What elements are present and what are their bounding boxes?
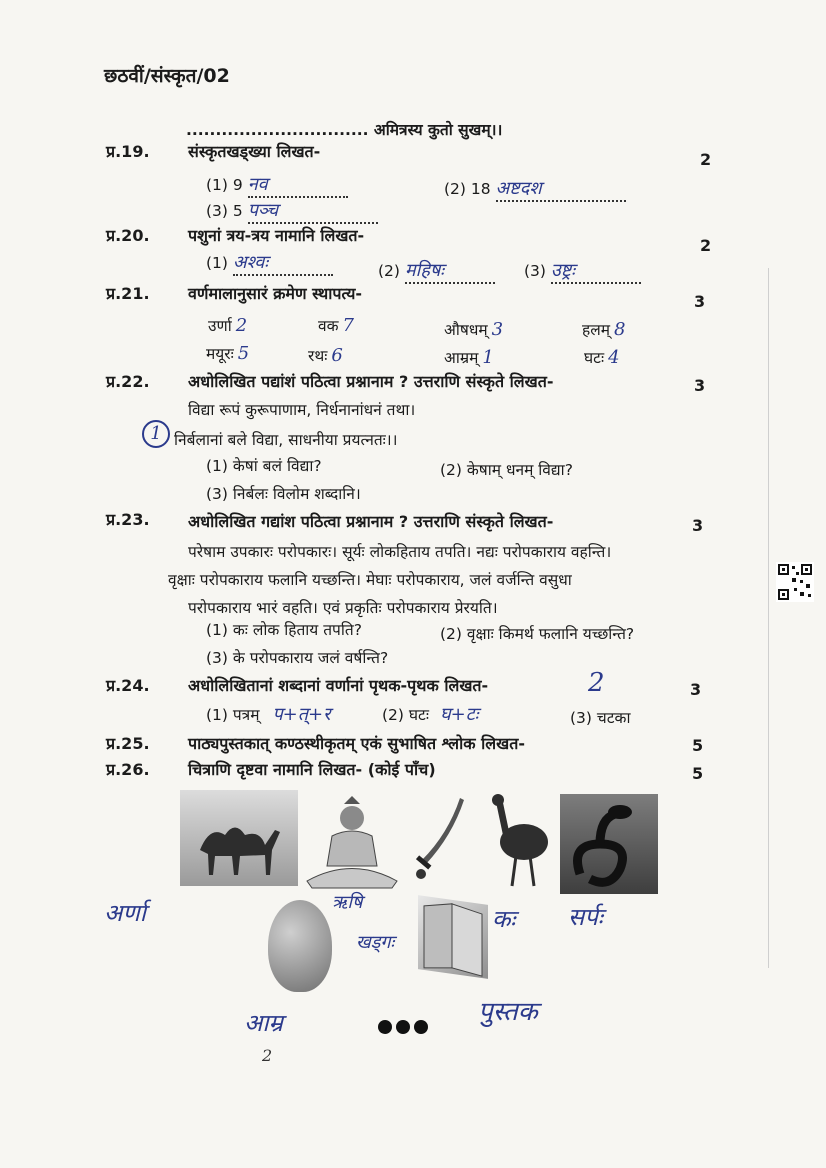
label-sage: ऋषि [332, 892, 363, 913]
q21-word-2-order: 7 [342, 315, 354, 336]
q24-item-1-answer: प+त्+र [272, 704, 331, 725]
sword-image [412, 796, 472, 886]
q19-item-1-blank [248, 172, 348, 198]
q20-text: पशुनां त्रय-त्रय नामानि लिखत- [188, 226, 365, 245]
qr-code-icon [776, 562, 814, 602]
q19-item-1-label: (1) 9 [206, 176, 243, 194]
q24-item-3: (3) चटका [570, 709, 631, 727]
q22-circle-mark: 1 [142, 420, 170, 448]
q21-word-1-text: उर्णा [208, 317, 232, 335]
q23-passage-1: परेषाम उपकारः परोपकारः। सूर्यः लोकहिताय तपति। नद्यः परोपकाराय वहन्ति। [188, 543, 612, 561]
q23-subq-1: (1) कः लोक हिताय तपति? [206, 621, 362, 639]
q21-word-3-text: औषधम् [444, 321, 488, 339]
q19-item-2-label: (2) 18 [444, 180, 491, 198]
book-icon [418, 895, 488, 979]
camel-icon [180, 790, 298, 886]
q20-number: प्र.20. [106, 226, 150, 245]
q22-verse-1: विद्या रूपं कुरूपाणाम, निर्धनानांधनं तथा। [188, 401, 416, 419]
q20-item-1 [206, 250, 333, 276]
q21-word-1-order: 2 [235, 315, 248, 336]
sage-image [302, 796, 402, 890]
q20-item-2 [378, 258, 495, 284]
q21-marks: 3 [694, 292, 706, 311]
q21-word-6 [308, 344, 343, 366]
q20-item-3-answer: उष्ट्रः [550, 260, 575, 281]
q21-number: प्र.21. [106, 284, 150, 303]
q21-word-3 [444, 318, 503, 340]
q20-item-3-label: (3) [524, 262, 546, 280]
q21-word-4-text: हलम् [582, 321, 611, 339]
q20-item-3 [524, 258, 641, 284]
q19-item-2-answer: अष्टदश [495, 178, 542, 199]
q23-passage-3: परोपकाराय भारं वहति। एवं प्रकृतिः परोपकाराय प्रेरयति। [188, 599, 498, 617]
q20-marks: 2 [700, 236, 712, 255]
q24-marks: 3 [690, 680, 702, 699]
q21-word-8-text: घटः [584, 349, 605, 367]
q21-word-7-text: आम्रम् [444, 349, 479, 367]
q21-word-3-order: 3 [491, 319, 504, 340]
intro-line: ............................... अमित्रस्य कुतो सुखम्।। [186, 121, 503, 139]
q21-word-1 [208, 314, 247, 336]
q21-word-5-order: 5 [237, 343, 250, 364]
q22-subq-3: (3) निर्बलः विलोम शब्दानि। [206, 485, 361, 503]
snake-image [560, 794, 658, 894]
emu-image [478, 790, 552, 890]
book-image [418, 895, 488, 979]
label-book: पुस्तक [478, 997, 538, 1027]
q23-text: अधोलिखित गद्यांश पठित्वा प्रश्नानाम ? उत्तराणि संस्कृते लिखत- [188, 512, 554, 531]
q22-text: अधोलिखित पद्यांशं पठित्वा प्रश्नानाम ? उत्तराणि संस्कृते लिखत- [188, 372, 554, 391]
q22-verse-2: निर्बलानां बले विद्या, साधनीया प्रयत्नतः।। [174, 431, 398, 449]
q19-item-2 [444, 176, 626, 202]
q21-word-2 [318, 314, 354, 336]
q24-item-1-label: (1) पत्रम् [206, 706, 260, 724]
q24-item-2-answer: घ+टः [439, 704, 479, 725]
camel-image [180, 790, 298, 886]
mango-image [268, 900, 332, 992]
qr-code [776, 562, 814, 602]
q21-word-7-order: 1 [482, 347, 494, 368]
q21-word-5-text: मयूरः [206, 345, 234, 363]
ornament-dot-3 [414, 1020, 428, 1034]
label-sword: खड्गः [356, 932, 395, 953]
page-number: 2 [262, 1046, 273, 1065]
q22-subq-1: (1) केषां बलं विद्या? [206, 457, 322, 475]
q21-word-6-order: 6 [331, 345, 343, 366]
q21-word-8-order: 4 [608, 347, 620, 368]
q20-item-2-blank [405, 258, 495, 284]
q23-passage-2: वृक्षाः परोपकाराय फलानि यच्छन्ति। मेघाः परोपकाराय, जलं वर्जन्ति वसुधा [168, 571, 572, 589]
q19-item-3-answer: पञ्च [247, 200, 279, 221]
q19-item-3-blank [248, 198, 378, 224]
q19-item-1 [206, 172, 348, 198]
snake-icon [560, 794, 658, 894]
q20-item-1-answer: अश्वः [232, 252, 268, 273]
sword-icon [412, 796, 472, 886]
q24-scribble: 2 [588, 668, 605, 698]
q23-number: प्र.23. [106, 510, 150, 529]
ornament-dot-1 [378, 1020, 392, 1034]
sage-icon [302, 796, 402, 890]
q21-word-6-text: रथः [308, 347, 328, 365]
q22-number: प्र.22. [106, 372, 150, 391]
emu-icon [478, 790, 552, 890]
q21-word-4-order: 8 [614, 319, 626, 340]
q26-number: प्र.26. [106, 760, 150, 779]
q24-item-1 [206, 702, 330, 726]
q19-item-2-blank [496, 176, 626, 202]
q19-marks: 2 [700, 150, 712, 169]
ornament-dot-2 [396, 1020, 410, 1034]
q20-item-3-blank [551, 258, 641, 284]
q21-text: वर्णमालानुसारं क्रमेण स्थापत्य- [188, 284, 363, 303]
q21-word-4 [582, 318, 625, 340]
label-mango: आम्र [244, 1009, 283, 1037]
q21-word-8 [584, 346, 620, 368]
q20-item-2-label: (2) [378, 262, 400, 280]
q26-text: चित्राणि दृष्टवा नामानि लिखत- (कोई पाँच) [188, 760, 436, 779]
q19-number: प्र.19. [106, 142, 150, 161]
q19-item-3-label: (3) 5 [206, 202, 243, 220]
q24-item-2 [382, 702, 478, 726]
label-camel: अर्णा [104, 899, 146, 927]
q20-item-1-blank [233, 250, 333, 276]
q19-item-1-answer: नव [247, 174, 268, 195]
q20-item-2-answer: महिषः [404, 260, 444, 281]
q25-number: प्र.25. [106, 734, 150, 753]
q23-marks: 3 [692, 516, 704, 535]
q23-subq-3: (3) के परोपकाराय जलं वर्षन्ति? [206, 649, 389, 667]
q21-word-5 [206, 342, 249, 364]
q25-text: पाठ्यपुस्तकात् कण्ठस्थीकृतम् एकं सुभाषित श्लोक लिखत- [188, 734, 525, 753]
q24-number: प्र.24. [106, 676, 150, 695]
q21-word-7 [444, 346, 494, 368]
label-snake: सर्पः [568, 903, 603, 931]
q19-item-3 [206, 198, 378, 224]
q24-item-2-label: (2) घटः [382, 706, 429, 724]
q19-text: संस्कृतखड्ख्या लिखत- [188, 142, 321, 161]
q21-word-2-text: वक [318, 317, 339, 335]
q26-marks: 5 [692, 764, 704, 783]
label-emu: कः [492, 905, 516, 933]
page-header: छठवीं/संस्कृत/02 [104, 65, 230, 87]
q20-item-1-label: (1) [206, 254, 228, 272]
q22-marks: 3 [694, 376, 706, 395]
q24-text: अधोलिखितानां शब्दानां वर्णानां पृथक-पृथक लिखत- [188, 676, 489, 695]
page-edge-line [768, 268, 769, 968]
q25-marks: 5 [692, 736, 704, 755]
q22-subq-2: (2) केषाम् धनम् विद्या? [440, 461, 573, 479]
q23-subq-2: (2) वृक्षाः किमर्थ फलानि यच्छन्ति? [440, 625, 635, 643]
